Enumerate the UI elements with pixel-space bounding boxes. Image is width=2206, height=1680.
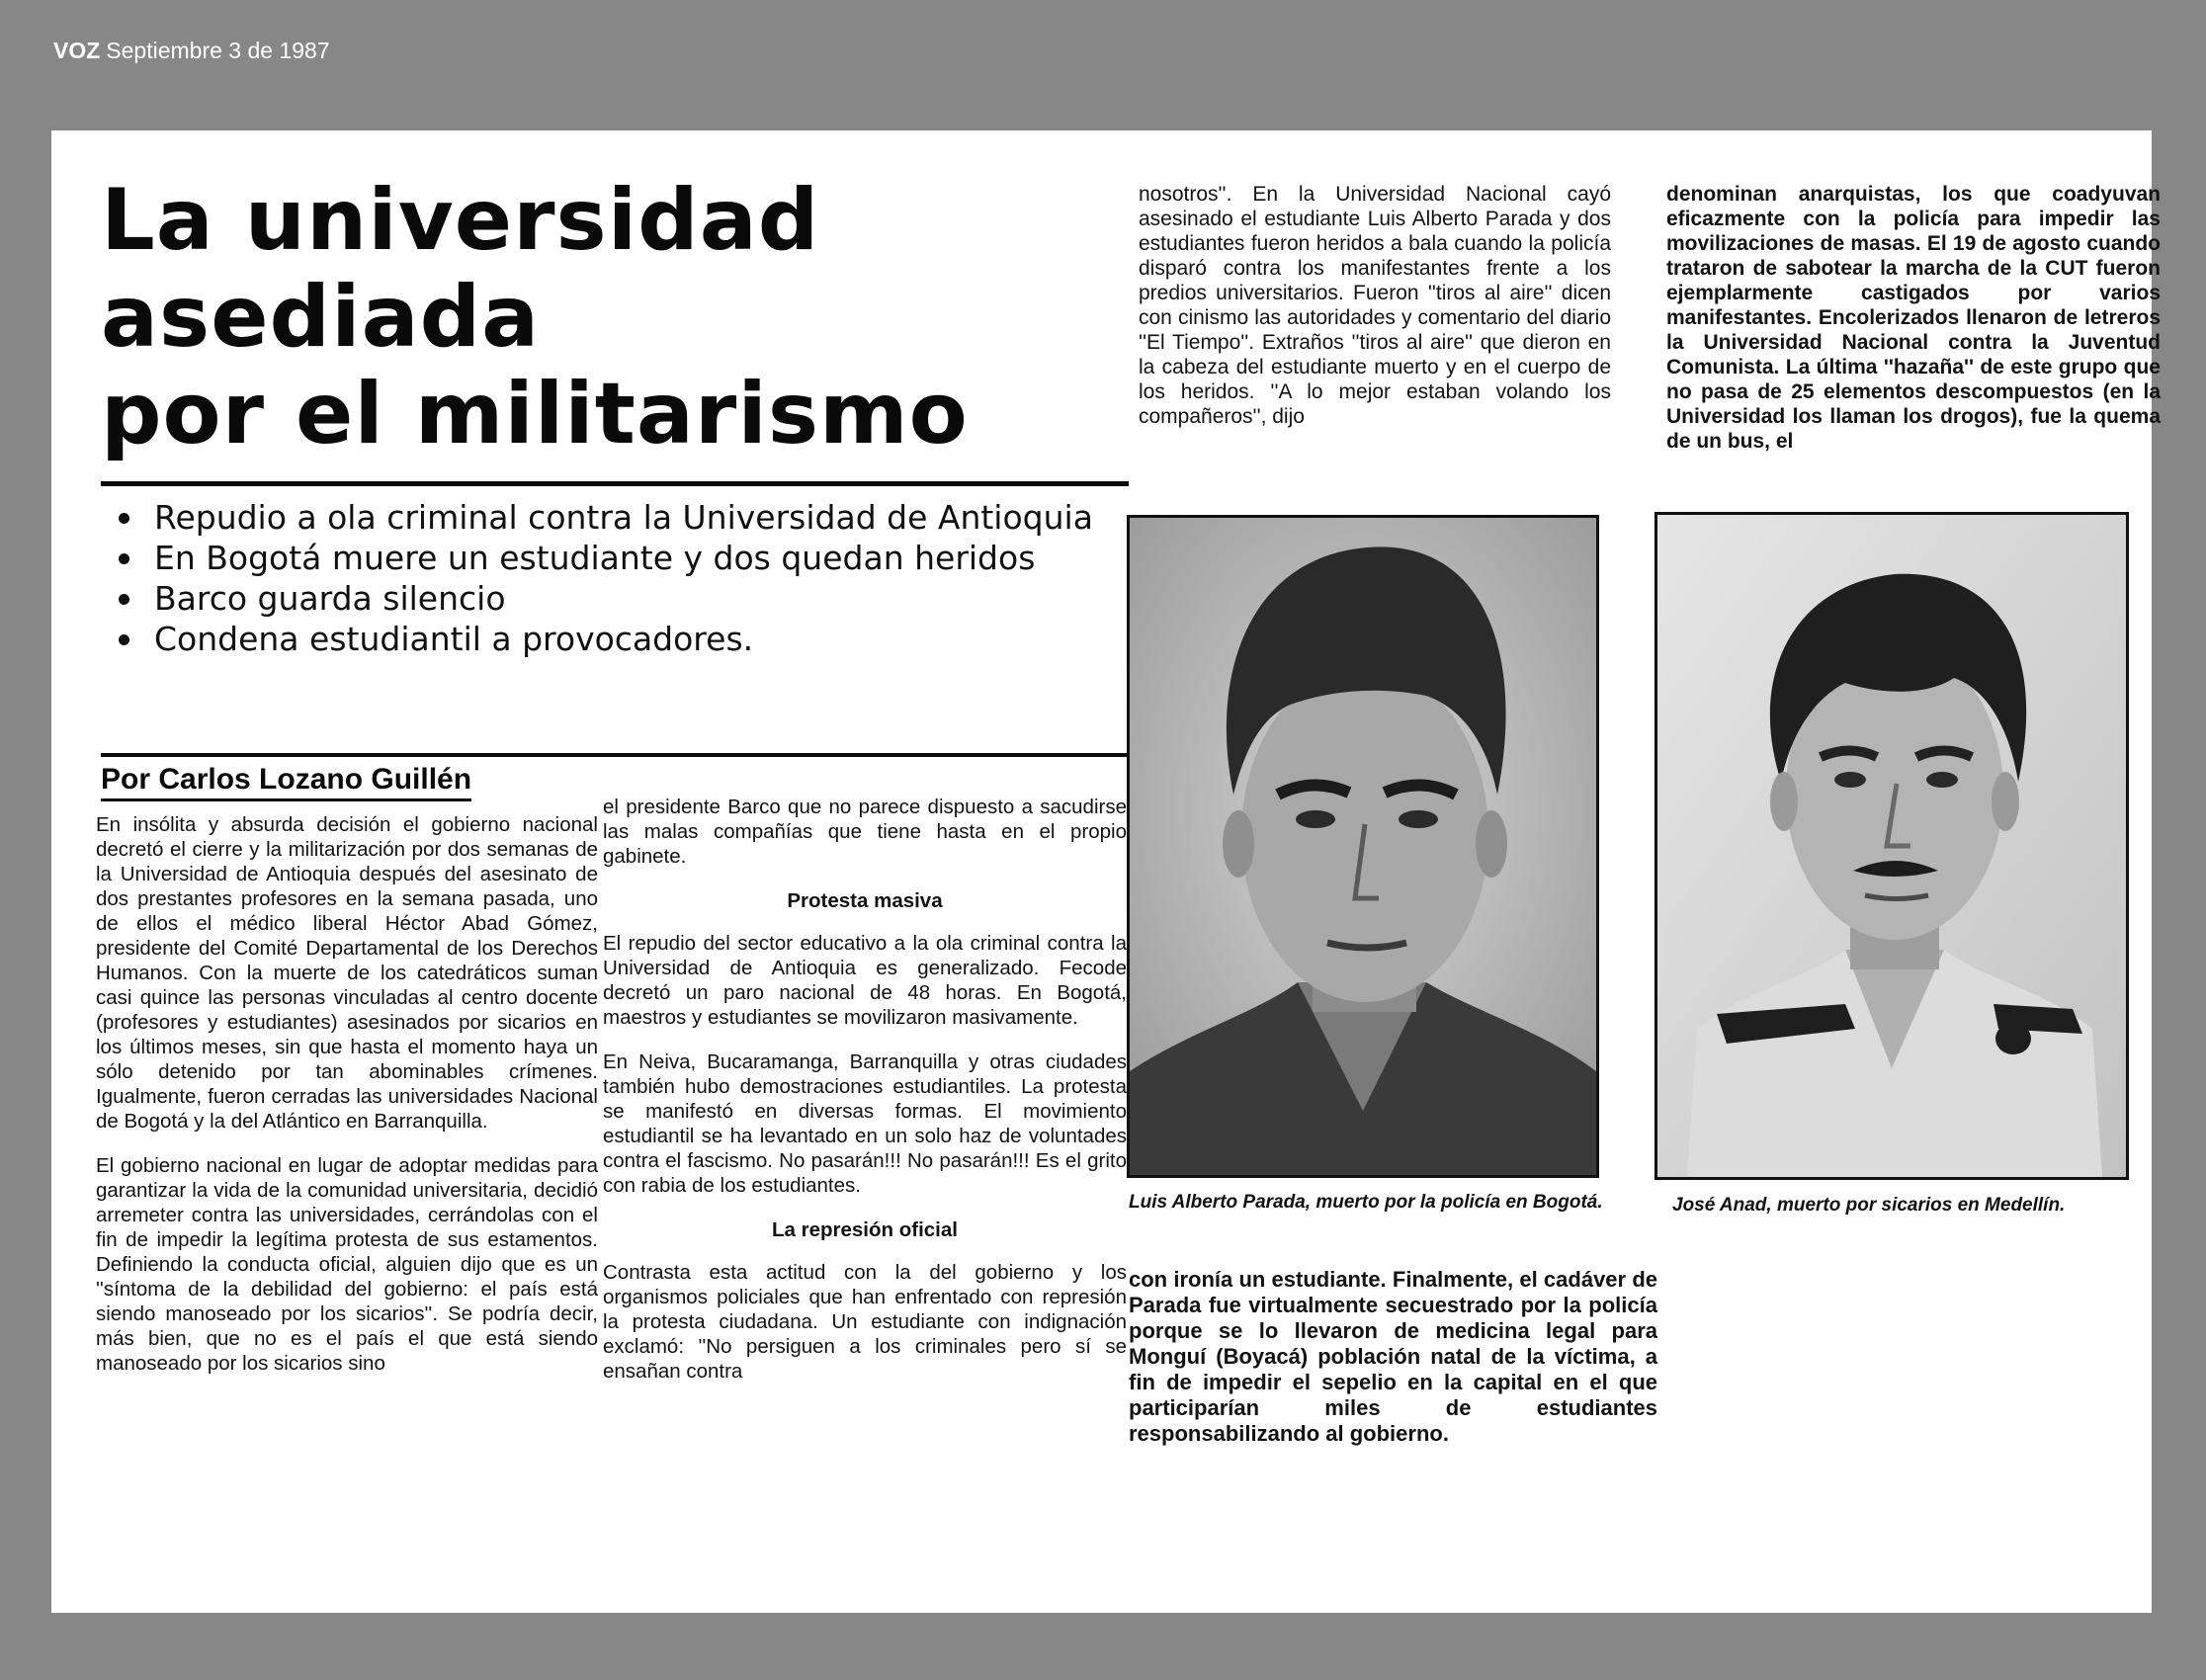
portrait-illustration bbox=[1657, 515, 2126, 1177]
photo-jose-anad bbox=[1654, 512, 2129, 1180]
subheading-represion: La represión oficial bbox=[772, 1218, 958, 1241]
summary-bullets bbox=[107, 498, 1135, 660]
article-column-1 bbox=[96, 812, 598, 1395]
paragraph: En insólita y absurda decisión el gobierno nacional decretó el cierre y la militarización por dos semanas de la Universidad de Antioquia después del asesinato de dos prestantes profesores en la semana pasada, uno de ellos el médico liberal Héctor Abad Gómez, presidente del Comité Departamental de los Derechos Humanos. Con la muerte de los catedráticos suman casi quince las personas vinculadas al centro docente (profesores y estudiantes) asesinados por sicarios en los últimos meses, sin que hasta el momento haya un sólo detenido por tan abominables crímenes. Igualmente, fueron cerradas las universidades Nacional de Bogotá y la del Atlántico en Barranquilla. bbox=[96, 813, 598, 1133]
bullet-item: En Bogotá muere un estudiante y dos quedan heridos bbox=[107, 539, 1135, 578]
paragraph: En Neiva, Bucaramanga, Barranquilla y otras ciudades también hubo demostraciones estudiantiles. La protesta se manifestó en diversas formas. El movimiento estudiantil se ha levantado en un solo haz de voluntades contra el fascismo. No pasarán!!! No pasarán!!! Es el grito con rabia de los estudiantes. bbox=[603, 1050, 1127, 1197]
bullet-item: Repudio a ola criminal contra la Universidad de Antioquia bbox=[107, 498, 1135, 538]
headline-rule bbox=[101, 481, 1129, 486]
paragraph: nosotros''. En la Universidad Nacional cayó asesinado el estudiante Luis Alberto Parada y dos estudiantes fueron heridos a bala cuando la policía disparó contra los manifestantes frente a los predios universitarios. Fueron ''tiros al aire'' dicen con cinismo las autoridades y comentario del diario ''El Tiempo''. Extraños ''tiros al aire'' que dieron en la cabeza del estudiante muerto y en el cuerpo de los heridos. ''A lo mejor estaban volando los compañeros'', dijo bbox=[1139, 183, 1611, 428]
article-column-4 bbox=[1666, 182, 2161, 473]
paragraph: Contrasta esta actitud con la del gobierno y los organismos policiales que han enfrentado con represión la protesta ciudadana. Un estudiante con indignación exclamó: ''No persiguen a los criminales pero sí se ensañan contra bbox=[603, 1261, 1127, 1383]
source-line bbox=[53, 38, 330, 64]
portrait-illustration bbox=[1130, 518, 1596, 1175]
publication-name: VOZ bbox=[53, 38, 101, 63]
paragraph: El gobierno nacional en lugar de adoptar medidas para garantizar la vida de la comunidad universitaria, decidió arremeter contra las universidades, cerrándolas con el fin de impedir la legítima protesta de sus estamentos. Definiendo la conducta oficial, alguien dijo que es un ''síntoma de la debilidad del gobierno: el país está siendo manoseado por los sicarios''. Se podría decir, más bien, que no es el país el que está siendo manoseado por los sicarios sino bbox=[96, 1154, 598, 1375]
newspaper-clipping bbox=[51, 130, 2161, 1613]
article-column-5 bbox=[1129, 1267, 1657, 1467]
bullet-item: Barco guarda silencio bbox=[107, 579, 1135, 619]
byline: Por Carlos Lozano Guillén bbox=[101, 763, 471, 801]
article-column-2 bbox=[603, 795, 1127, 1403]
photo-luis-alberto-parada bbox=[1127, 515, 1599, 1178]
paragraph: denominan anarquistas, los que coadyuvan eficazmente con la policía para impedir las movilizaciones de masas. El 19 de agosto cuando trataron de sabotear la marcha de la CUT fueron ejemplarmente castigados por varios manifestantes. Encolerizados llenaron de letreros la Universidad Nacional contra la Juventud Comunista. La última ''hazaña'' de este grupo que no pasa de 25 elementos descompuestos (en la Universidad los llaman los drogos), fue la quema de un bus, el bbox=[1666, 183, 2161, 453]
article-column-3 bbox=[1139, 182, 1611, 449]
bullets-rule bbox=[101, 753, 1129, 757]
bullet-item: Condena estudiantil a provocadores. bbox=[107, 620, 1135, 659]
paragraph: el presidente Barco que no parece dispuesto a sacudirse las malas compañías que tiene hasta en el propio gabinete. bbox=[603, 796, 1127, 868]
subheading-protesta: Protesta masiva bbox=[787, 889, 943, 912]
publication-date: Septiembre 3 de 1987 bbox=[106, 38, 330, 63]
headline bbox=[101, 172, 1089, 462]
paragraph: con ironía un estudiante. Finalmente, el cadáver de Parada fue virtualmente secuestrado por la policía porque se lo llevaron de medicina legal para Monguí (Boyacá) población natal de la víctima, a fin de impedir el sepelio en la capital en el que participarían miles de estudiantes responsabilizando al gobierno. bbox=[1129, 1267, 1657, 1446]
headline-line-2: asediada bbox=[101, 268, 541, 367]
photo-caption-1: Luis Alberto Parada, muerto por la policía en Bogotá. bbox=[1129, 1192, 1603, 1213]
paragraph: El repudio del sector educativo a la ola criminal contra la Universidad de Antioquia es generalizado. Fecode decretó un paro nacional de 48 horas. En Bogotá, maestros y estudiantes se movilizaron masivamente. bbox=[603, 932, 1127, 1029]
headline-line-1: La universidad bbox=[101, 171, 820, 270]
headline-line-3: por el militarismo bbox=[101, 365, 969, 463]
photo-caption-2: José Anad, muerto por sicarios en Medellín. bbox=[1672, 1195, 2066, 1216]
